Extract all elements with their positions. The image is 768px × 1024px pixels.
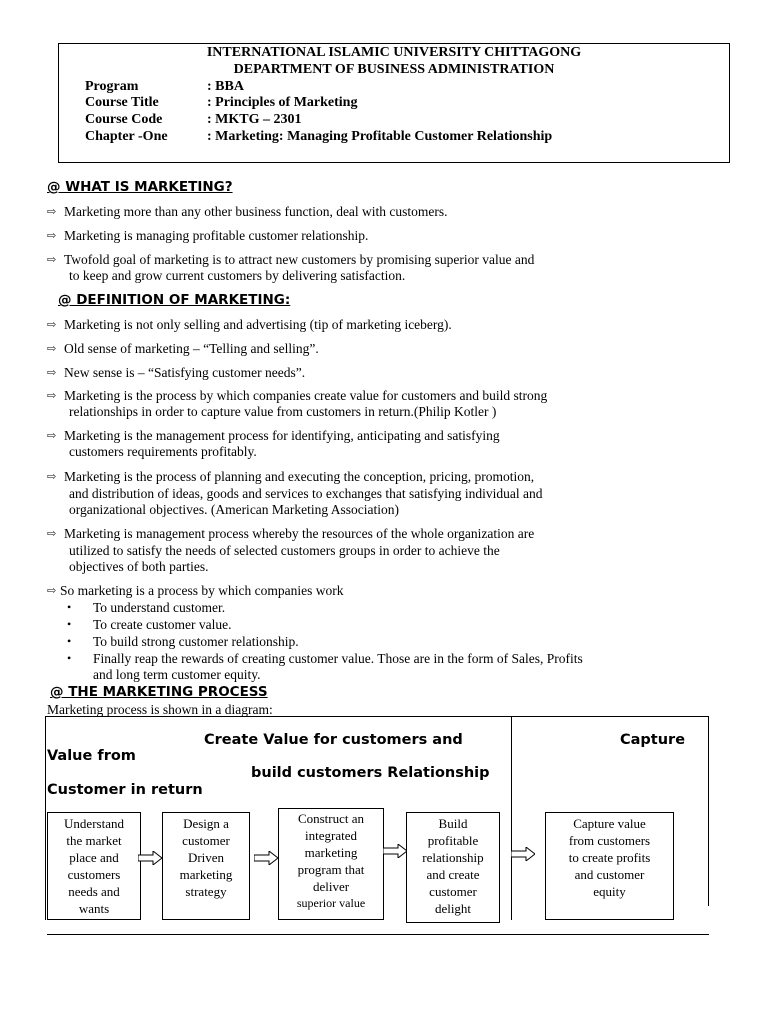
- step-text: and customer: [574, 867, 645, 882]
- process-step-4: [406, 812, 500, 923]
- marketing-process-diagram: [45, 716, 709, 920]
- def-line-5-cont: customers requirements profitably.: [69, 444, 257, 459]
- program-label: Program: [85, 79, 139, 94]
- step-text: the market: [66, 833, 122, 848]
- process-step-3: [278, 808, 384, 920]
- step-text: place and: [69, 850, 119, 865]
- program-row: [85, 79, 244, 95]
- arrow-icon: ⇨: [47, 319, 57, 331]
- flow-arrow-icon: [383, 844, 407, 858]
- def-line-6-cont-1: and distribution of ideas, goods and services to exchanges that satisfying individual and: [69, 486, 543, 501]
- step-text: equity: [593, 884, 626, 899]
- def-text: Marketing is the process of planning and executing the conception, pricing, promotion,: [64, 469, 535, 484]
- process-step-2: [162, 812, 250, 920]
- def-line-8: [47, 583, 343, 599]
- def-line-6: [47, 469, 534, 485]
- arrow-icon: ⇨: [47, 367, 57, 379]
- def-text: Marketing is management process whereby the resources of the whole organization are: [64, 526, 535, 541]
- bullet-icon: •: [67, 617, 72, 631]
- chapter-value: : Marketing: Managing Profitable Customer Relationship: [207, 129, 553, 144]
- diagram-heading-create-value: Create Value for customers and: [204, 732, 463, 748]
- step-text: Construct an: [297, 811, 365, 826]
- diagram-heading-value-from: Value from: [47, 748, 136, 764]
- def-line-7-cont-1: utilized to satisfy the needs of selected customers groups in order to achieve the: [69, 543, 500, 558]
- bullet-icon: •: [67, 651, 72, 665]
- program-value: : BBA: [207, 79, 244, 94]
- course-code-value: : MKTG – 2301: [207, 112, 302, 127]
- arrow-icon: ⇨: [47, 206, 57, 218]
- bullet-item-1: To understand customer.: [93, 600, 226, 615]
- point-3: [47, 252, 534, 268]
- arrow-icon: ⇨: [47, 585, 57, 597]
- def-line-3: [47, 365, 305, 381]
- header-box: [58, 43, 730, 163]
- step-text: Understand: [64, 816, 124, 831]
- bullet-item-4-cont: and long term customer equity.: [93, 667, 261, 682]
- department-name: DEPARTMENT OF BUSINESS ADMINISTRATION: [233, 62, 555, 77]
- step-text: wants: [78, 901, 110, 916]
- def-line-2: [47, 341, 319, 357]
- def-line-1: [47, 317, 452, 333]
- step-text: customer: [182, 833, 230, 848]
- arrow-icon: ⇨: [47, 528, 57, 540]
- step-text: marketing: [304, 845, 358, 860]
- def-line-6-cont-2: organizational objectives. (American Marketing Association): [69, 502, 400, 517]
- step-text: to create profits: [568, 850, 651, 865]
- arrow-icon: ⇨: [47, 254, 57, 266]
- chapter-label: Chapter -One: [85, 129, 168, 144]
- step-text: relationship: [422, 850, 484, 865]
- step-text: profitable: [427, 833, 479, 848]
- diagram-heading-customer-return: Customer in return: [47, 782, 203, 798]
- step-text: Capture value: [573, 816, 646, 831]
- course-code-row: [85, 112, 302, 128]
- process-step-5: [545, 812, 674, 920]
- step-text: delight: [434, 901, 472, 916]
- diagram-heading-build-relationship: build customers Relationship: [251, 765, 490, 781]
- def-line-7-cont-2: objectives of both parties.: [69, 559, 209, 574]
- process-step-1: [47, 812, 141, 920]
- university-name: INTERNATIONAL ISLAMIC UNIVERSITY CHITTAGONG: [206, 45, 582, 60]
- def-line-7: [47, 526, 534, 542]
- def-text: Old sense of marketing – “Telling and selling”.: [64, 341, 319, 356]
- def-text: Marketing is not only selling and advertising (tip of marketing iceberg).: [64, 317, 452, 332]
- def-line-4: [47, 388, 547, 404]
- step-text: superior value: [296, 896, 366, 910]
- flow-arrow-icon: [138, 851, 162, 865]
- def-line-4-cont: relationships in order to capture value from customers in return.(Philip Kotler ): [69, 404, 497, 419]
- point-2: [47, 228, 368, 244]
- course-title-label: Course Title: [85, 95, 159, 110]
- bullet-icon: •: [67, 600, 72, 614]
- step-text: customers: [67, 867, 121, 882]
- section-what-is-marketing-title: @ WHAT IS MARKETING?: [47, 179, 233, 195]
- def-text: Marketing is the management process for identifying, anticipating and satisfying: [64, 428, 500, 443]
- course-title-row: [85, 95, 357, 111]
- step-text: Build: [438, 816, 468, 831]
- step-text: program that: [297, 862, 365, 877]
- step-text: deliver: [312, 879, 350, 894]
- step-text: integrated: [305, 828, 357, 843]
- diagram-heading-capture: Capture: [620, 732, 686, 748]
- step-text: marketing: [179, 867, 233, 882]
- flow-arrow-icon: [254, 851, 278, 865]
- point-1: [47, 204, 448, 220]
- step-text: strategy: [185, 884, 227, 899]
- point-text: Marketing more than any other business function, deal with customers.: [64, 204, 448, 219]
- course-code-label: Course Code: [85, 112, 163, 127]
- def-text: New sense is – “Satisfying customer needs”.: [64, 365, 306, 380]
- bottom-rule: [47, 934, 709, 935]
- course-title-value: : Principles of Marketing: [207, 95, 358, 110]
- process-intro: Marketing process is shown in a diagram:: [47, 702, 273, 717]
- def-text: Marketing is the process by which companies create value for customers and build strong: [64, 388, 548, 403]
- section-definition-title: @ DEFINITION OF MARKETING:: [58, 292, 291, 308]
- step-text: Design a: [183, 816, 229, 831]
- step-text: customer: [429, 884, 477, 899]
- point-3-cont: to keep and grow current customers by delivering satisfaction.: [69, 268, 406, 283]
- point-text: Marketing is managing profitable customer relationship.: [64, 228, 369, 243]
- step-text: needs and: [68, 884, 120, 899]
- step-text: and create: [426, 867, 480, 882]
- flow-arrow-icon: [511, 847, 535, 861]
- chapter-row: [85, 129, 552, 145]
- arrow-icon: ⇨: [47, 343, 57, 355]
- bullet-item-2: To create customer value.: [93, 617, 232, 632]
- arrow-icon: ⇨: [47, 390, 57, 402]
- arrow-icon: ⇨: [47, 430, 57, 442]
- step-text: Driven: [187, 850, 225, 865]
- section-marketing-process-title: @ THE MARKETING PROCESS: [50, 684, 268, 700]
- def-line-5: [47, 428, 500, 444]
- point-text: Twofold goal of marketing is to attract new customers by promising superior value and: [64, 252, 535, 267]
- def-text: So marketing is a process by which companies work: [60, 583, 344, 598]
- arrow-icon: ⇨: [47, 471, 57, 483]
- bullet-icon: •: [67, 634, 72, 648]
- bullet-item-4: Finally reap the rewards of creating customer value. Those are in the form of Sales, Profits: [93, 651, 583, 666]
- step-text: from customers: [568, 833, 651, 848]
- bullet-item-3: To build strong customer relationship.: [93, 634, 299, 649]
- arrow-icon: ⇨: [47, 230, 57, 242]
